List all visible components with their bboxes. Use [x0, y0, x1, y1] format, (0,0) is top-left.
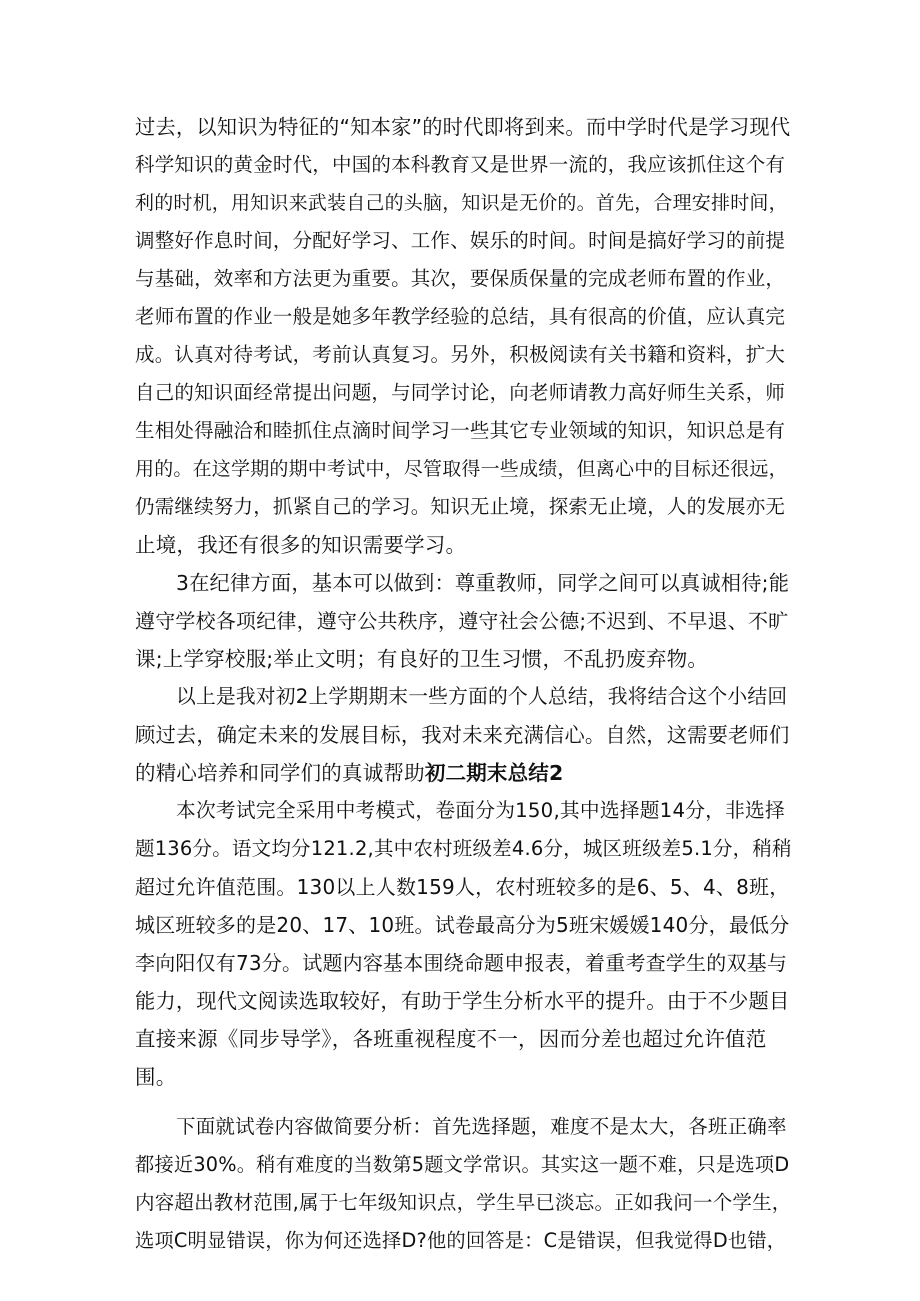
text-line: 能力，现代文阅读选取较好，有助于学生分析水平的提升。由于不少题目	[135, 989, 790, 1013]
text-line: 生相处得融洽和睦抓住点滴时间学习一些其它专业领域的知识，知识总是有	[135, 419, 786, 442]
text-line: 李向阳仅有73分。试题内容基本围绕命题申报表，着重考查学生的双基与	[135, 951, 788, 975]
text-run: 的精心培养和同学们的真诚帮助	[135, 761, 425, 785]
text-line: 仍需继续努力，抓紧自己的学习。知识无止境，探索无止境，人的发展亦无	[135, 495, 786, 518]
text-line: 题136分。语文均分121.2,其中农村班级差4.6分，城区班级差5.1分，稍稍	[135, 837, 792, 860]
text-line: 都接近30%。稍有难度的当数第5题文学常识。其实这一题不难，只是选项D	[135, 1153, 790, 1176]
text-line: 课;上学穿校服;举止文明；有良好的卫生习惯，不乱扔废弃物。	[135, 647, 709, 671]
text-line: 3在纪律方面，基本可以做到：尊重教师，同学之间可以真诚相待;能	[176, 571, 790, 595]
text-line: 与基础，效率和方法更为重要。其次，要保质保量的完成老师布置的作业，	[135, 267, 786, 290]
text-line: 超过允许值范围。130以上人数159人，农村班较多的是6、5、4、8班，	[135, 875, 790, 899]
section-heading: 初二期末总结2	[424, 761, 564, 785]
text-line: 止境，我还有很多的知识需要学习。	[135, 533, 467, 557]
text-line: 自己的知识面经常提出问题，与同学讨论，向老师请教力高好师生关系，师	[135, 381, 786, 404]
text-line: 调整好作息时间，分配好学习、工作、娱乐的时间。时间是搞好学习的前提	[135, 229, 786, 252]
text-line: 下面就试卷内容做简要分析：首先选择题，难度不是太大，各班正确率	[176, 1115, 787, 1138]
text-line: 城区班较多的是20、17、10班。试卷最高分为5班宋媛媛140分，最低分	[135, 913, 790, 937]
text-line: 内容超出教材范围,属于七年级知识点，学生早已淡忘。正如我问一个学生，	[135, 1191, 792, 1214]
text-line: 本次考试完全采用中考模式，卷面分为150,其中选择题14分，非选择	[176, 799, 785, 822]
text-line: 遵守学校各项纪律，遵守公共秩序，遵守社会公德;不迟到、不早退、不旷	[135, 609, 789, 633]
text-line: 老师布置的作业一般是她多年教学经验的总结，具有很高的价值，应认真完	[135, 305, 786, 328]
text-line: 成。认真对待考试，考前认真复习。另外，积极阅读有关书籍和资料，扩大	[135, 343, 786, 366]
text-line: 用的。在这学期的期中考试中，尽管取得一些成绩，但离心中的目标还很远，	[135, 458, 788, 480]
text-line: 以上是我对初2上学期期末一些方面的个人总结，我将结合这个小结回	[176, 685, 788, 708]
text-line: 过去，以知识为特征的“知本家”的时代即将到来。而中学时代是学习现代	[135, 115, 791, 139]
text-line-with-heading	[135, 760, 563, 786]
text-line: 直接来源《同步导学》，各班重视程度不一，因而分差也超过允许值范	[135, 1027, 767, 1051]
text-line: 利的时机，用知识来武装自己的头脑，知识是无价的。首先，合理安排时间，	[135, 192, 788, 214]
text-line: 科学知识的黄金时代，中国的本科教育又是世界一流的，我应该抓住这个有	[135, 153, 786, 176]
text-line: 顾过去，确定未来的发展目标，我对未来充满信心。自然，这需要老师们	[135, 723, 790, 747]
text-line: 围。	[135, 1065, 177, 1089]
text-line: 选项C明显错误，你为何还选择D?他的回答是：C是错误，但我觉得D也错，	[135, 1229, 787, 1252]
